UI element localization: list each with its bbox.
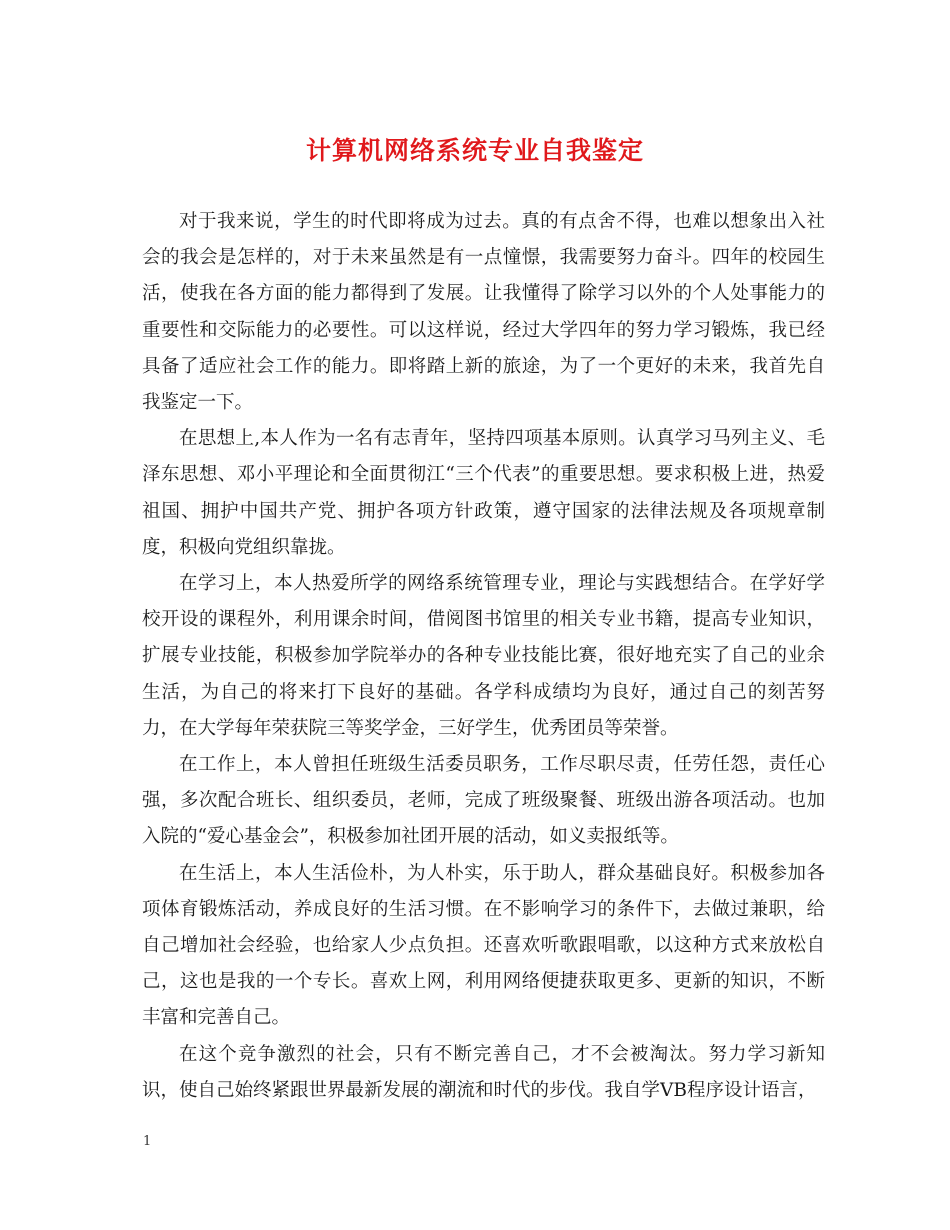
paragraph-competition: 在这个竞争激烈的社会，只有不断完善自己，才不会被淘汰。努力学习新知识，使自己始终紧跟世界最新发展的潮流和时代的步伐。我自学VB程序设计语言， [142, 1043, 825, 1101]
document-title: 计算机网络系统专业自我鉴定 [305, 136, 644, 165]
paragraph-life: 在生活上，本人生活俭朴，为人朴实，乐于助人，群众基础良好。积极参加各项体育锻炼活动，养成良好的生活习惯。在不影响学习的条件下，去做过兼职，给自己增加社会经验，也给家人少点负担。还喜欢听歌跟唱歌，以这种方式来放松自己，这也是我的一个专长。喜欢上网，利用网络便捷获取更多、更新的知识，不断丰富和完善自己。 [142, 862, 825, 1029]
page-number: 1 [143, 1134, 152, 1149]
paragraph-work: 在工作上，本人曾担任班级生活委员职务，工作尽职尽责，任劳任怨，责任心强，多次配合班长、组织委员，老师，完成了班级聚餐、班级出游各项活动。也加入院的“爱心基金会”，积极参加社团开展的活动，如义卖报纸等。 [142, 754, 825, 848]
paragraph-study: 在学习上，本人热爱所学的网络系统管理专业，理论与实践想结合。在学好学校开设的课程外，利用课余时间，借阅图书馆里的相关专业书籍，提高专业知识，扩展专业技能，积极参加学院举办的各种专业技能比赛，很好地充实了自己的业余生活，为自己的将来打下良好的基础。各学科成绩均为良好，通过自己的刻苦努力，在大学每年荣获院三等奖学金，三好学生，优秀团员等荣誉。 [142, 573, 825, 739]
document-body [142, 204, 825, 1109]
paragraph-ideology: 在思想上,本人作为一名有志青年，坚持四项基本原则。认真学习马列主义、毛泽东思想、邓小平理论和全面贯彻江“三个代表”的重要思想。要求积极上进，热爱祖国、拥护中国共产党、拥护各项方针政策，遵守国家的法律法规及各项规章制度，积极向党组织靠拢。 [142, 428, 825, 558]
paragraph-intro: 对于我来说，学生的时代即将成为过去。真的有点舍不得，也难以想象出入社会的我会是怎样的，对于未来虽然是有一点憧憬，我需要努力奋斗。四年的校园生活，使我在各方面的能力都得到了发展。让我懂得了除学习以外的个人处事能力的重要性和交际能力的必要性。可以这样说，经过大学四年的努力学习锻炼，我已经具备了适应社会工作的能力。即将踏上新的旅途，为了一个更好的未来，我首先自我鉴定一下。 [142, 211, 825, 414]
